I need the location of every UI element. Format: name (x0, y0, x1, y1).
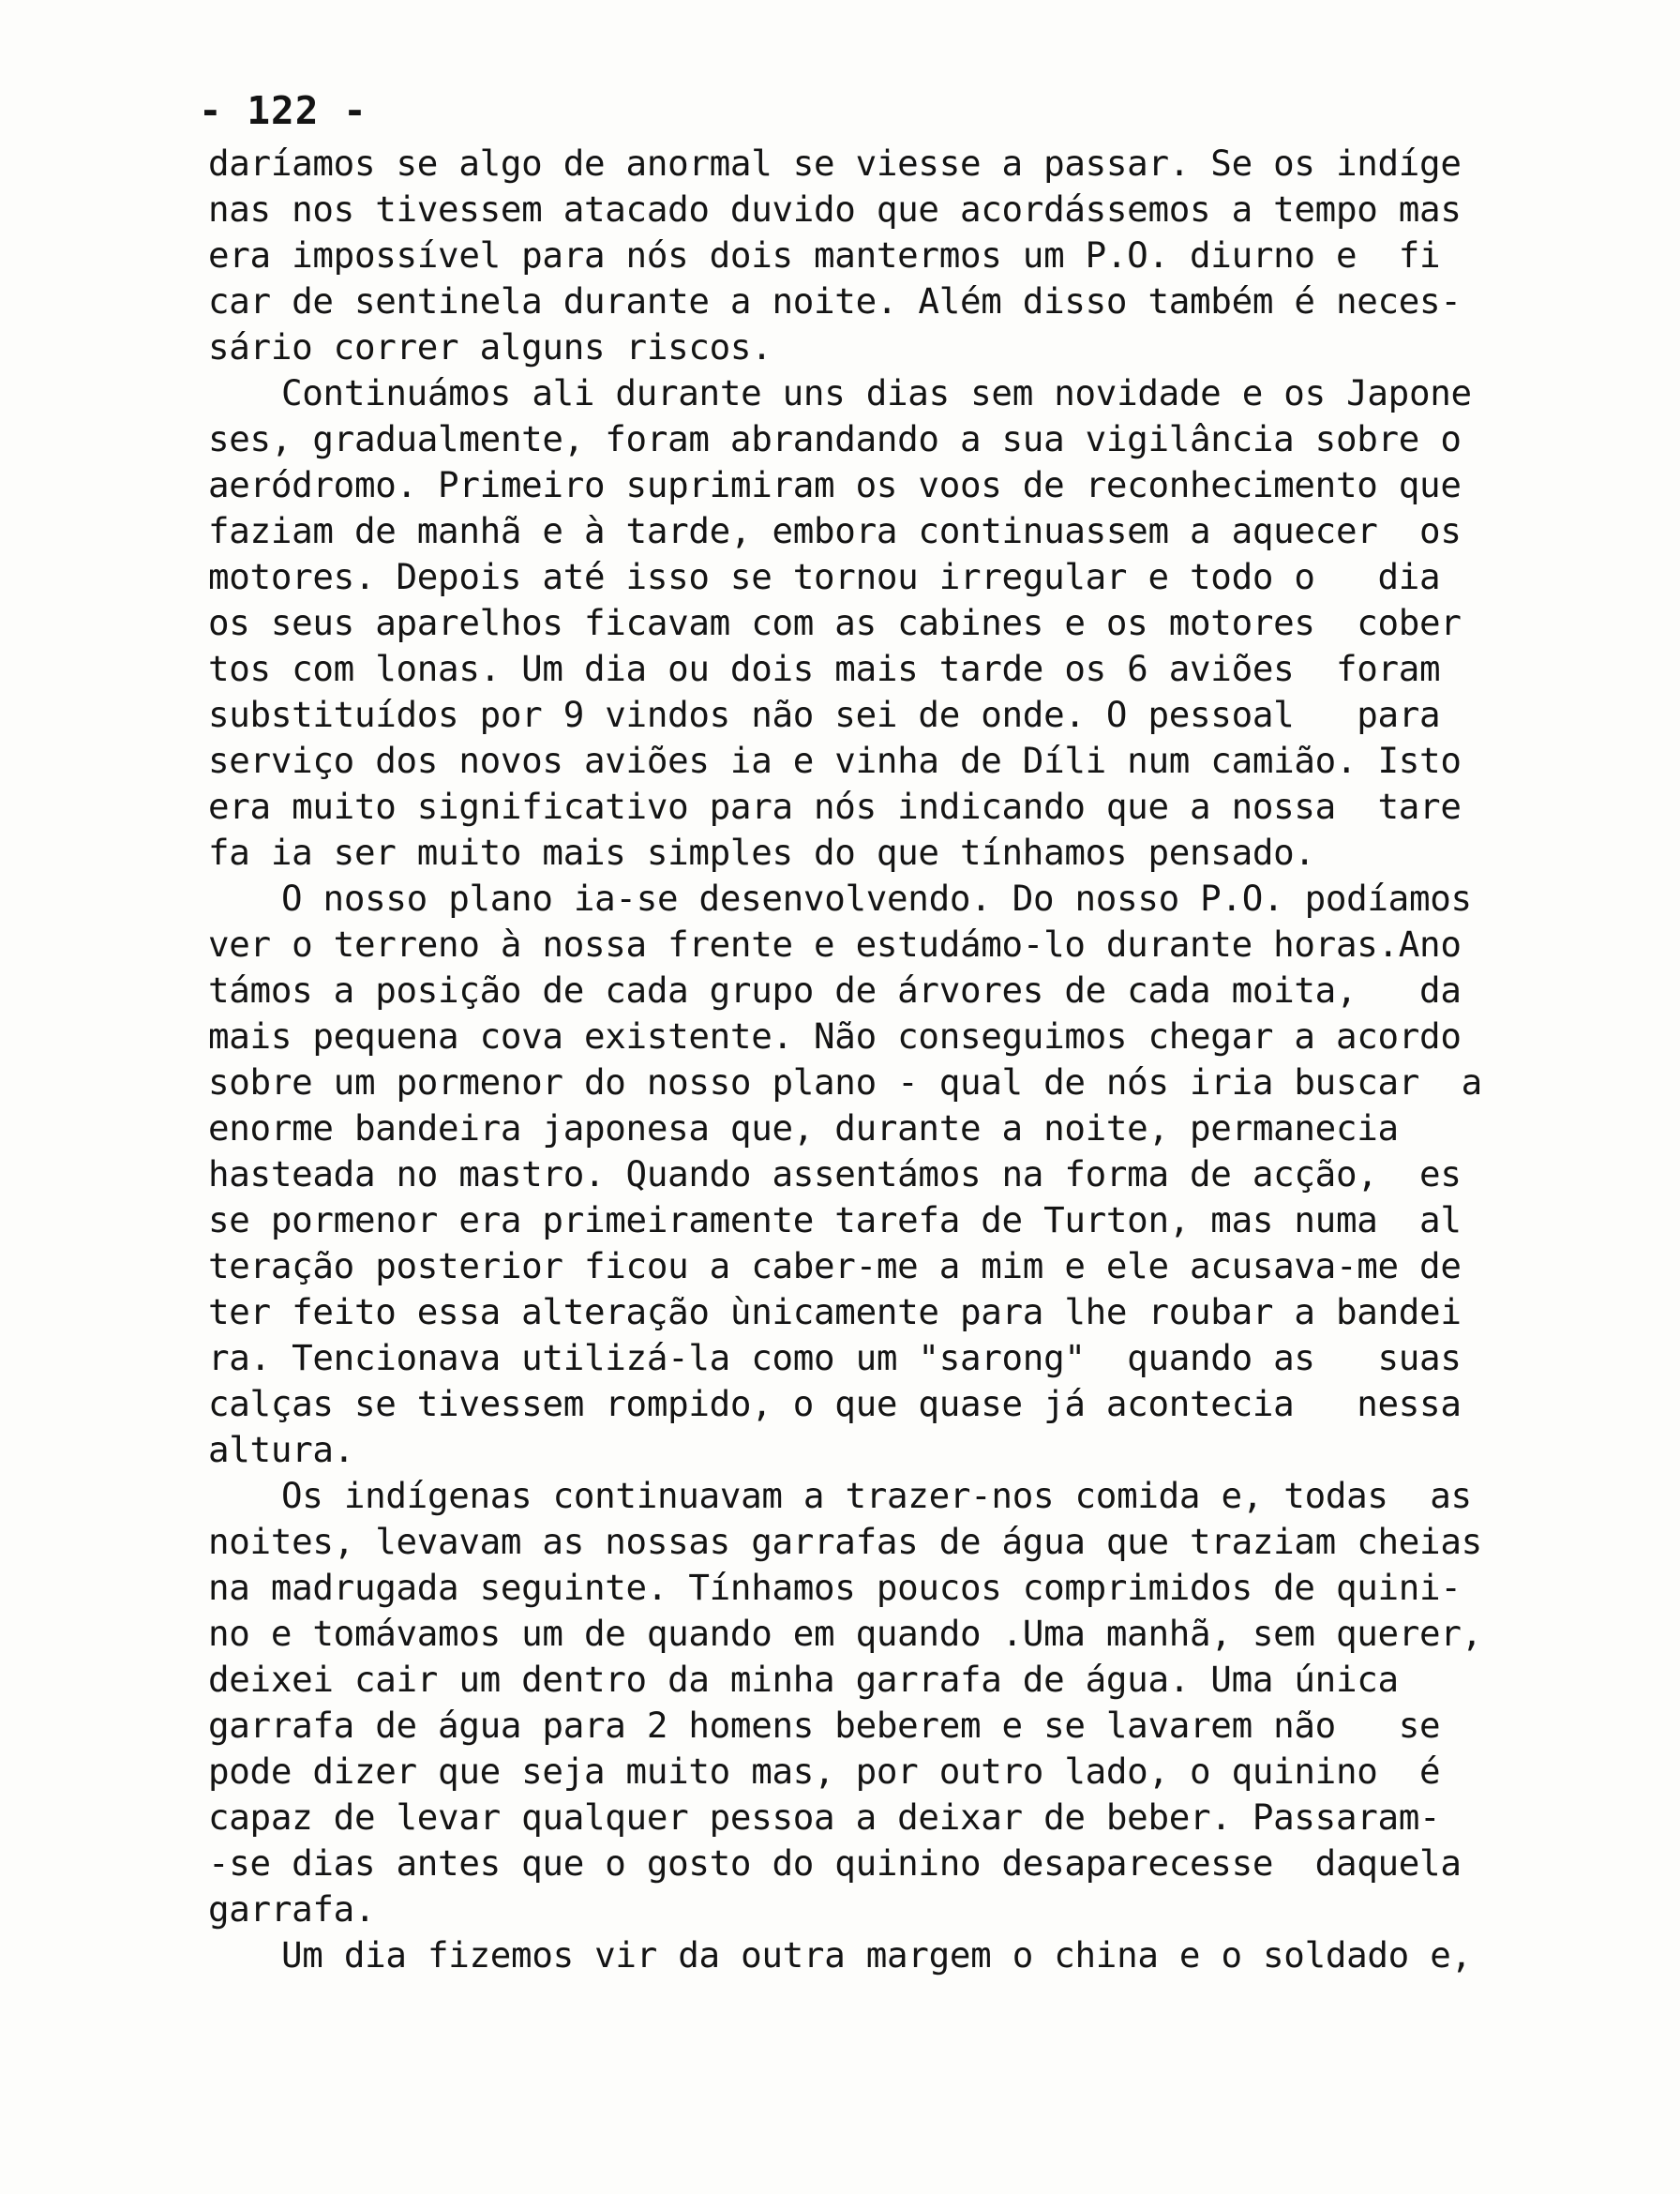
text-line: era muito significativo para nós indicando que a nossa tare (208, 786, 1462, 827)
text-line: -se dias antes que o gosto do quinino desaparecesse daquela (208, 1842, 1462, 1884)
text-line: aeródromo. Primeiro suprimiram os voos de reconhecimento que (208, 464, 1462, 505)
text-line: na madrugada seguinte. Tínhamos poucos comprimidos de quini- (208, 1567, 1462, 1608)
text-line: daríamos se algo de anormal se viesse a passar. Se os indíge (208, 143, 1462, 184)
text-line: calças se tivessem rompido, o que quase já acontecia nessa (208, 1383, 1462, 1424)
text-line: altura. (208, 1429, 354, 1470)
text-line: no e tomávamos um de quando em quando .Uma manhã, sem querer, (208, 1613, 1482, 1654)
text-line: tos com lonas. Um dia ou dois mais tarde os 6 aviões foram (208, 648, 1441, 689)
text-line: nas nos tivessem atacado duvido que acordássemos a tempo mas (208, 188, 1462, 230)
text-line: ter feito essa alteração ùnicamente para lhe roubar a bandei (208, 1291, 1462, 1332)
text-line: sário correr alguns riscos. (208, 326, 772, 368)
text-line: ses, gradualmente, foram abrandando a sua vigilância sobre o (208, 418, 1462, 459)
text-line: os seus aparelhos ficavam com as cabines e os motores cober (208, 602, 1462, 643)
text-line: era impossível para nós dois mantermos um P.O. diurno e fi (208, 234, 1441, 276)
text-line: Os indígenas continuavam a trazer-nos comida e, todas as (281, 1475, 1472, 1516)
text-line: faziam de manhã e à tarde, embora continuassem a aquecer os (208, 510, 1462, 551)
text-line: noites, levavam as nossas garrafas de água que traziam cheias (208, 1521, 1482, 1562)
text-line: enorme bandeira japonesa que, durante a noite, permanecia (208, 1107, 1399, 1149)
text-line: substituídos por 9 vindos não sei de onde. O pessoal para (208, 694, 1441, 735)
text-line: garrafa. (208, 1888, 376, 1930)
text-line: Continuámos ali durante uns dias sem novidade e os Japone (281, 372, 1472, 413)
text-line: teração posterior ficou a caber-me a mim e ele acusava-me de (208, 1245, 1462, 1286)
text-line: O nosso plano ia-se desenvolvendo. Do nosso P.O. podíamos (281, 878, 1472, 919)
text-line: mais pequena cova existente. Não conseguimos chegar a acordo (208, 1015, 1462, 1057)
body-text (208, 141, 1633, 1978)
page-number: - 122 - (199, 88, 368, 133)
text-line: hasteada no mastro. Quando assentámos na forma de acção, es (208, 1153, 1462, 1195)
text-line: serviço dos novos aviões ia e vinha de Díli num camião. Isto (208, 740, 1462, 781)
text-line: deixei cair um dentro da minha garrafa de água. Uma única (208, 1659, 1399, 1700)
text-line: ra. Tencionava utilizá-la como um "sarong" quando as suas (208, 1337, 1462, 1378)
text-line: támos a posição de cada grupo de árvores de cada moita, da (208, 969, 1462, 1011)
text-line: sobre um pormenor do nosso plano - qual de nós iria buscar a (208, 1061, 1482, 1103)
text-line: Um dia fizemos vir da outra margem o china e o soldado e, (281, 1934, 1472, 1976)
text-line: capaz de levar qualquer pessoa a deixar de beber. Passaram- (208, 1796, 1441, 1838)
text-line: car de sentinela durante a noite. Além disso também é neces- (208, 280, 1462, 322)
text-line: garrafa de água para 2 homens beberem e se lavarem não se (208, 1705, 1441, 1746)
text-line: se pormenor era primeiramente tarefa de Turton, mas numa al (208, 1199, 1462, 1240)
text-line: pode dizer que seja muito mas, por outro lado, o quinino é (208, 1751, 1441, 1792)
text-line: fa ia ser muito mais simples do que tínhamos pensado. (208, 832, 1315, 873)
text-line: ver o terreno à nossa frente e estudámo-lo durante horas.Ano (208, 924, 1462, 965)
text-line: motores. Depois até isso se tornou irregular e todo o dia (208, 556, 1441, 597)
